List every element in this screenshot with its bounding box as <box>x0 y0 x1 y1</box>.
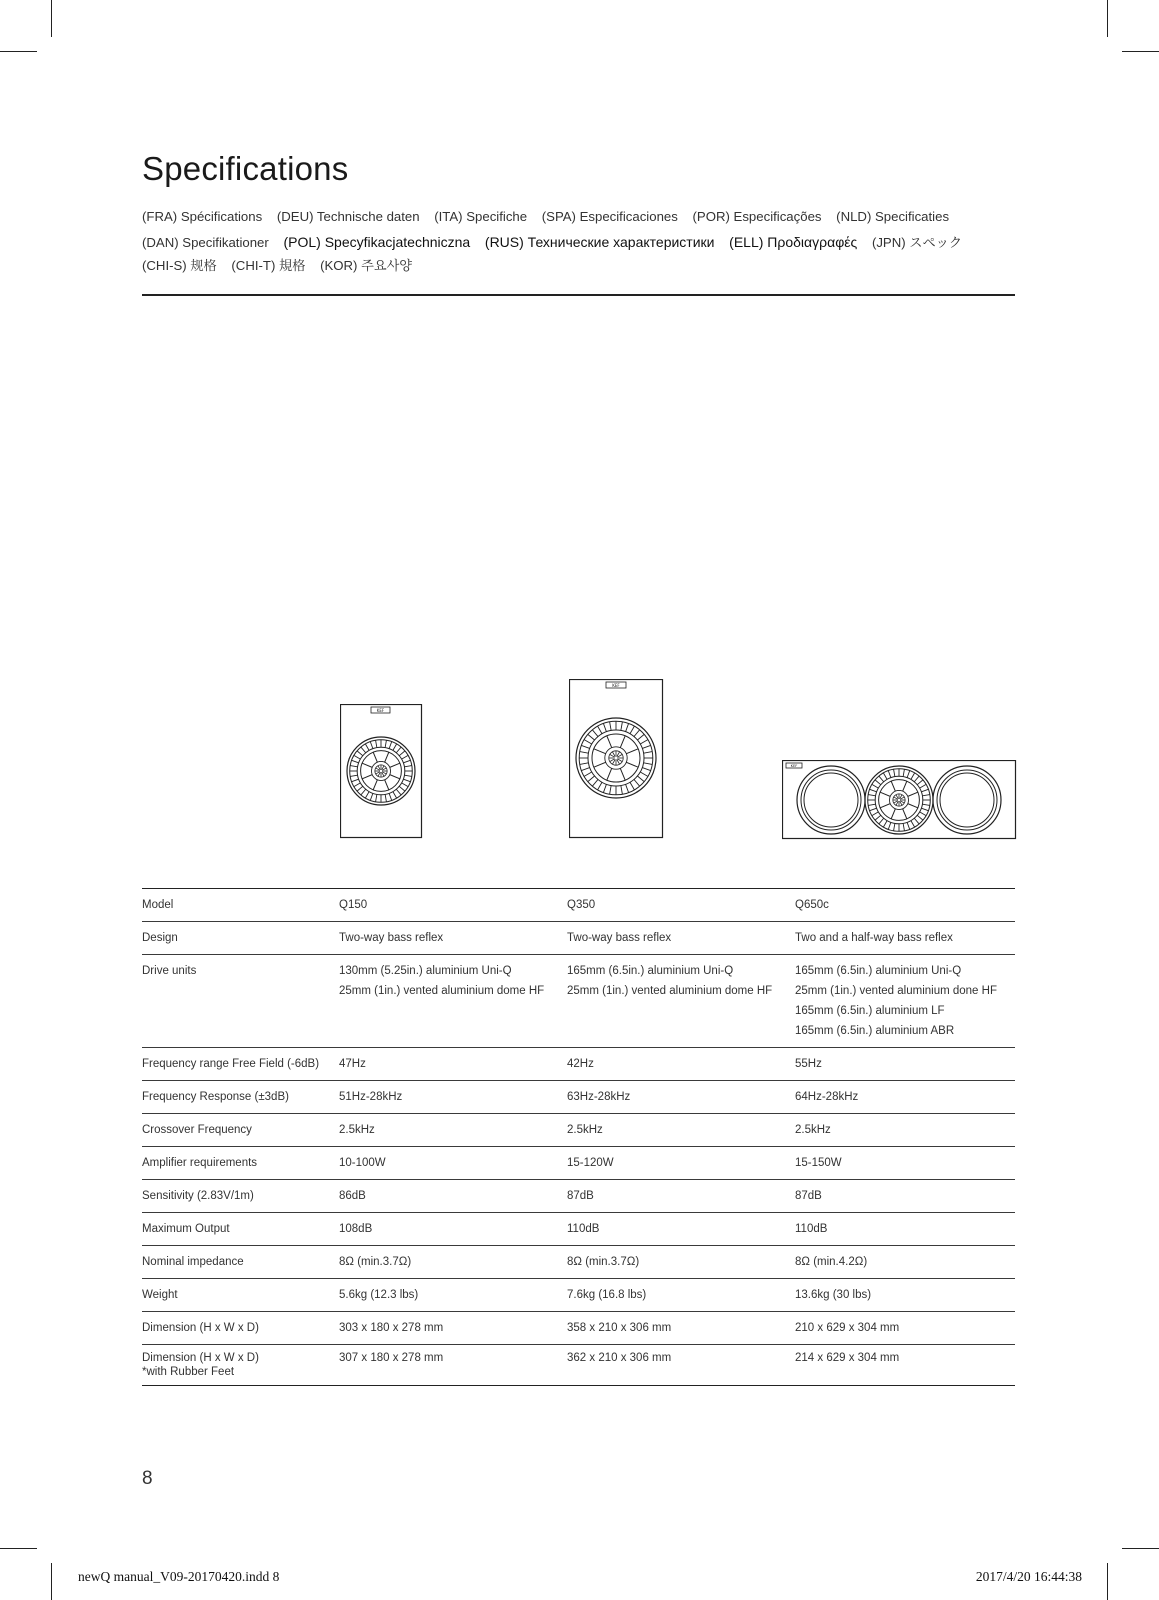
spec-label <box>142 1312 339 1345</box>
translation-line-1 <box>142 209 949 224</box>
spec-value-line: 64Hz-28kHz <box>795 1091 859 1103</box>
abr-driver-right <box>933 766 1001 834</box>
spec-value-line: 7.6kg (16.8 lbs) <box>567 1289 647 1301</box>
uni-q-driver <box>347 737 415 805</box>
spec-label <box>142 1147 339 1180</box>
spec-value-line: 8Ω (min.3.7Ω) <box>567 1256 640 1268</box>
footer-date-slug: 2017/4/20 16:44:38 <box>975 1569 1082 1584</box>
crop-mark <box>0 1548 37 1549</box>
spec-sublabel: *with Rubber Feet <box>142 1366 235 1378</box>
spec-value <box>795 1048 1015 1081</box>
spec-value-line: 358 x 210 x 306 mm <box>567 1322 672 1334</box>
spec-value <box>339 1081 567 1114</box>
table-row <box>142 1147 1015 1180</box>
spec-value <box>795 1147 1015 1180</box>
svg-text:KEF: KEF <box>612 683 620 688</box>
spec-value-line: 165mm (6.5in.) aluminium Uni-Q <box>795 965 962 977</box>
spec-value-line: 15-150W <box>795 1157 842 1169</box>
spec-label <box>142 1345 339 1386</box>
spec-value <box>567 1246 795 1279</box>
table-header-cell: Q650c <box>795 889 1015 922</box>
spec-value-line: 362 x 210 x 306 mm <box>567 1352 672 1364</box>
translation-chi-t: (CHI-T) 規格 <box>231 258 306 273</box>
translation-spa: (SPA) Especificaciones <box>541 209 678 224</box>
spec-label <box>142 1279 339 1312</box>
spec-label <box>142 922 339 955</box>
spec-value-line: 2.5kHz <box>339 1124 375 1136</box>
spec-label <box>142 955 339 1048</box>
spec-value <box>567 1213 795 1246</box>
translation-deu: (DEU) Technische daten <box>276 209 420 224</box>
spec-value-line: 8Ω (min.3.7Ω) <box>339 1256 412 1268</box>
spec-value-line: 130mm (5.25in.) aluminium Uni-Q <box>339 965 512 977</box>
crop-mark <box>1107 1563 1108 1600</box>
spec-value <box>795 1246 1015 1279</box>
spec-value <box>339 1180 567 1213</box>
spec-value <box>795 1081 1015 1114</box>
table-row <box>142 1246 1015 1279</box>
translation-jpn: (JPN) スペック <box>871 235 963 250</box>
table-row <box>142 1180 1015 1213</box>
uni-q-driver <box>576 718 656 798</box>
spec-label <box>142 1114 339 1147</box>
spec-table <box>142 888 1015 1386</box>
table-row <box>142 1081 1015 1114</box>
table-row <box>142 1312 1015 1345</box>
spec-value <box>795 1312 1015 1345</box>
table-header-row <box>142 889 1015 922</box>
spec-value <box>795 1213 1015 1246</box>
spec-label-text: Crossover Frequency <box>142 1124 252 1136</box>
spec-value-line: 63Hz-28kHz <box>567 1091 631 1103</box>
spec-value <box>339 1312 567 1345</box>
uni-q-driver <box>865 766 933 834</box>
spec-value-line: 25mm (1in.) vented aluminium done HF <box>795 985 997 997</box>
spec-label-text: Maximum Output <box>142 1223 230 1235</box>
table-row <box>142 1213 1015 1246</box>
header-rule <box>142 294 1015 296</box>
spec-value <box>795 1279 1015 1312</box>
translation-kor: (KOR) 주요사양 <box>320 258 413 273</box>
spec-value-line: 15-120W <box>567 1157 614 1169</box>
translation-pol: (POL) Specyfikacjatechniczna <box>283 234 471 250</box>
spec-label <box>142 1081 339 1114</box>
spec-label-text: Amplifier requirements <box>142 1157 258 1169</box>
spec-value <box>795 922 1015 955</box>
spec-value-line: 87dB <box>567 1190 594 1202</box>
crop-mark <box>51 0 52 37</box>
translation-chi-s: (CHI-S) 规格 <box>142 258 217 273</box>
translation-fra: (FRA) Spécifications <box>142 209 263 224</box>
spec-label-text: Dimension (H x W x D) <box>142 1322 259 1334</box>
spec-value-line: 42Hz <box>567 1058 594 1070</box>
spec-value <box>567 1147 795 1180</box>
table-row <box>142 1114 1015 1147</box>
spec-value <box>339 922 567 955</box>
spec-value <box>339 955 567 1048</box>
spec-value <box>567 1312 795 1345</box>
spec-value <box>339 1246 567 1279</box>
speaker-drawing-q150 <box>340 704 424 839</box>
spec-value-line: 214 x 629 x 304 mm <box>795 1352 900 1364</box>
table-row <box>142 1048 1015 1081</box>
page-title: Specifications <box>142 150 349 187</box>
table-header-cell: Q350 <box>567 889 795 922</box>
table-row <box>142 1345 1015 1386</box>
page-number: 8 <box>142 1468 153 1489</box>
svg-text:KEF: KEF <box>790 764 798 769</box>
crop-mark <box>1122 1548 1159 1549</box>
spec-value <box>339 1345 567 1386</box>
table-header-cell: Q150 <box>339 889 567 922</box>
spec-label-text: Dimension (H x W x D) <box>142 1352 259 1364</box>
spec-value <box>795 1345 1015 1386</box>
spec-value <box>567 1048 795 1081</box>
crop-mark <box>1107 0 1108 37</box>
spec-value <box>339 1048 567 1081</box>
spec-value-line: 165mm (6.5in.) aluminium ABR <box>795 1025 955 1037</box>
spec-value-line: 86dB <box>339 1190 366 1202</box>
spec-value-line: 165mm (6.5in.) aluminium Uni-Q <box>567 965 734 977</box>
table-row <box>142 955 1015 1048</box>
spec-value-line: 47Hz <box>339 1058 366 1070</box>
spec-value-line: 2.5kHz <box>567 1124 603 1136</box>
spec-value <box>339 1279 567 1312</box>
spec-value <box>795 955 1015 1048</box>
table-row <box>142 922 1015 955</box>
translation-nld: (NLD) Specificaties <box>836 209 950 224</box>
crop-mark <box>1122 51 1159 52</box>
spec-value-line: Two and a half-way bass reflex <box>795 932 953 944</box>
speaker-drawing-q350 <box>569 679 664 839</box>
spec-value <box>339 1147 567 1180</box>
spec-value <box>795 1180 1015 1213</box>
spec-value-line: 51Hz-28kHz <box>339 1091 403 1103</box>
spec-label <box>142 1048 339 1081</box>
svg-text:KEF: KEF <box>376 708 385 713</box>
spec-label-text: Design <box>142 932 178 944</box>
spec-label <box>142 1246 339 1279</box>
spec-value <box>567 922 795 955</box>
spec-value <box>567 1279 795 1312</box>
spec-value-line: 5.6kg (12.3 lbs) <box>339 1289 419 1301</box>
spec-value-line: 25mm (1in.) vented aluminium dome HF <box>339 985 545 997</box>
translation-line-3 <box>142 255 412 274</box>
table-header-cell: Model <box>142 889 339 922</box>
translation-line-2 <box>142 232 962 251</box>
spec-value <box>795 1114 1015 1147</box>
spec-value <box>567 1345 795 1386</box>
spec-value-line: 13.6kg (30 lbs) <box>795 1289 872 1301</box>
spec-label <box>142 1213 339 1246</box>
crop-mark <box>0 51 37 52</box>
spec-label-text: Nominal impedance <box>142 1256 244 1268</box>
spec-value-line: 25mm (1in.) vented aluminium dome HF <box>567 985 773 997</box>
spec-value <box>339 1114 567 1147</box>
footer-file-slug: newQ manual_V09-20170420.indd 8 <box>78 1569 280 1584</box>
spec-value-line: 2.5kHz <box>795 1124 831 1136</box>
spec-value-line: 108dB <box>339 1223 373 1235</box>
translation-por: (POR) Especificações <box>692 209 822 224</box>
spec-value-line: 303 x 180 x 278 mm <box>339 1322 444 1334</box>
spec-label-text: Weight <box>142 1289 178 1301</box>
translation-dan: (DAN) Specifikationer <box>142 235 269 250</box>
translation-ell: (ELL) Προδιαγραφές <box>729 234 858 250</box>
spec-value <box>567 1180 795 1213</box>
spec-label-text: Sensitivity (2.83V/1m) <box>142 1190 254 1202</box>
spec-value-line: Two-way bass reflex <box>567 932 672 944</box>
spec-value-line: 55Hz <box>795 1058 822 1070</box>
spec-value-line: Two-way bass reflex <box>339 932 444 944</box>
translation-rus: (RUS) Технические характеристики <box>484 234 715 250</box>
table-row <box>142 1279 1015 1312</box>
lf-driver-left <box>797 766 865 834</box>
spec-value <box>339 1213 567 1246</box>
spec-value-line: 8Ω (min.4.2Ω) <box>795 1256 868 1268</box>
spec-value-line: 110dB <box>567 1223 600 1235</box>
spec-value-line: 110dB <box>795 1223 828 1235</box>
translation-ita: (ITA) Specifiche <box>434 209 528 224</box>
spec-value-line: 165mm (6.5in.) aluminium LF <box>795 1005 945 1017</box>
spec-label <box>142 1180 339 1213</box>
spec-value <box>567 1114 795 1147</box>
spec-label-text: Frequency Response (±3dB) <box>142 1091 289 1103</box>
crop-mark <box>51 1563 52 1600</box>
spec-value <box>567 1081 795 1114</box>
spec-value-line: 10-100W <box>339 1157 386 1169</box>
spec-value-line: 307 x 180 x 278 mm <box>339 1352 444 1364</box>
speaker-drawing-q650c <box>782 760 1017 840</box>
spec-value-line: 210 x 629 x 304 mm <box>795 1322 900 1334</box>
spec-value-line: 87dB <box>795 1190 822 1202</box>
spec-label-text: Drive units <box>142 965 197 977</box>
spec-label-text: Frequency range Free Field (-6dB) <box>142 1058 320 1070</box>
spec-value <box>567 955 795 1048</box>
